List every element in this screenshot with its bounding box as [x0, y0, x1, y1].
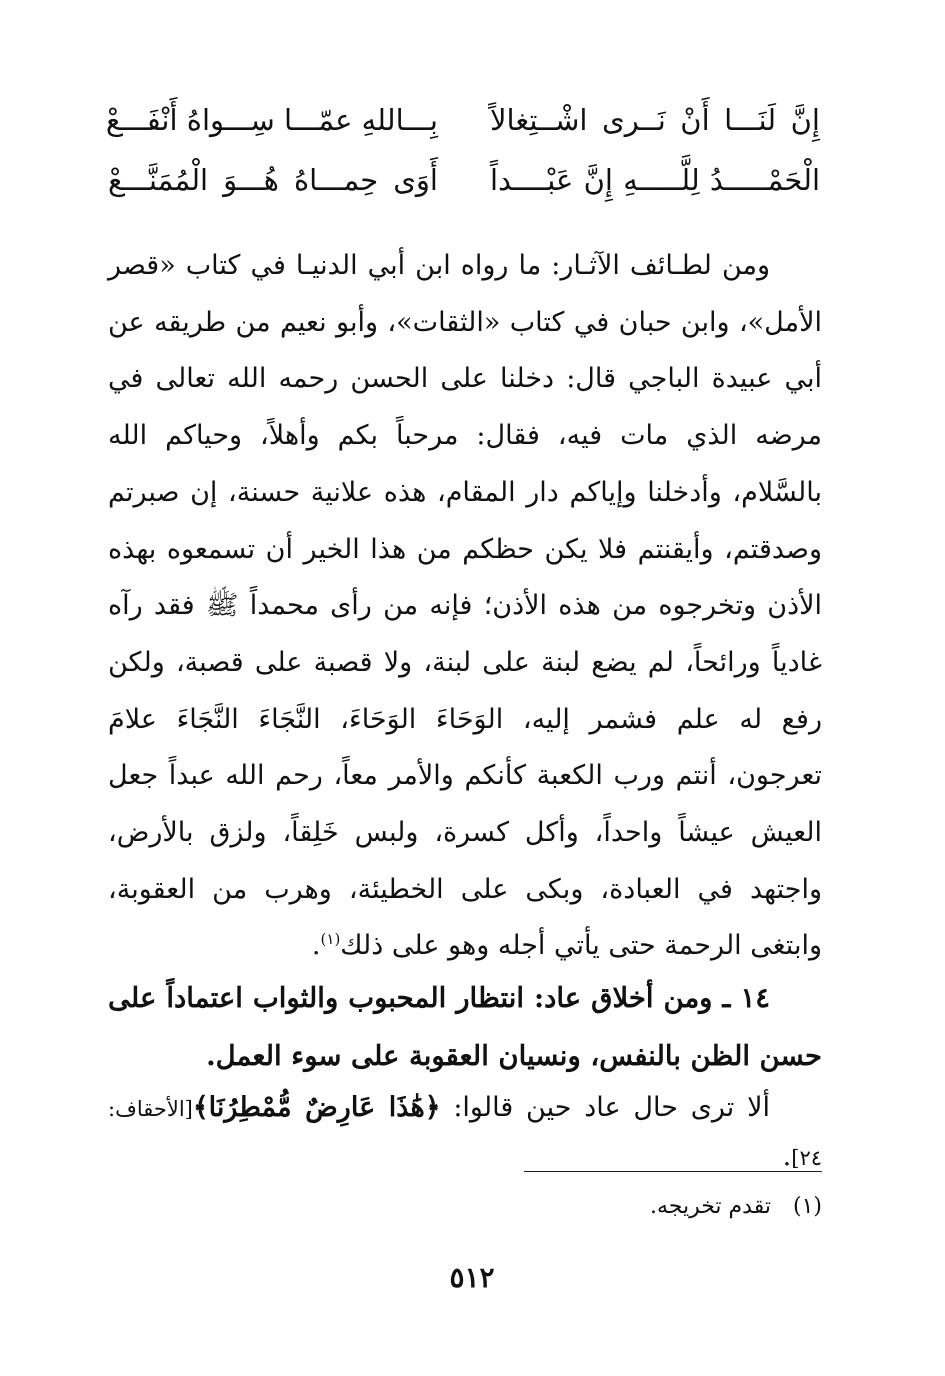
verse-1-first-hemistich: إِنَّ لَنَـــا أَنْ نَــرى اشْــتِغالاً: [490, 103, 820, 137]
main-paragraph-end: .: [311, 930, 321, 962]
verse-2-second-hemistich: أَوَى حِمـــاهُ هُـــوَ الْمُمَنَّـــعْ: [108, 163, 438, 197]
footnote-text: تقدم تخريجه.: [649, 1194, 771, 1219]
main-paragraph: [108, 238, 822, 975]
poem-verse-1: [105, 100, 820, 140]
poem-verse-2: [108, 160, 820, 200]
footnote-number: (١): [792, 1194, 822, 1219]
footnote-reference: (١): [320, 930, 341, 949]
main-paragraph-text: ومن لطـائف الآثـار: ما رواه ابن أبي الدنيـا في كتاب «قصر الأمل»، وابن حبان في كتاب «الثقات»، وأبو نعيم من طريقه عن أبي عبيدة الباجي قال: دخلنا على الحسن رحمه الله تعالى في مرضه الذي مات فيه، فقال: مرحباً بكم وأهلاً، وحياكم الله بالسَّلام، وأدخلنا وإياكم دار المقام، هذه علانية حسنة، إن صبرتم وصدقتم، وأيقنتم فلا يكن حظكم من هذا الخير أن تسمعوه بهذه الأذن وتخرجوه من هذه الأذن؛ فإنه من رأى محمداً ﷺ فقد رآه غادياً ورائحاً، لم يضع لبنة على لبنة، ولا قصبة على قصبة، ولكن رفع له علم فشمر إليه، الوَحَاءَ الوَحَاءَ، النَّجَاءَ النَّجَاءَ علامَ تعرجون، أنتم ورب الكعبة كأنكم والأمر معاً، رحم الله عبداً جعل العيش عيشاً واحداً، وأكل كسرة، ولبس خَلِقاً، ولزق بالأرض، واجتهد في العبادة، وبكى على الخطيئة، وهرب من العقوبة، وابتغى الرحمة حتى يأتي أجله وهو على ذلك: [108, 250, 822, 962]
verse-1-second-hemistich: بِـــاللهِ عمّـــا سِـــواهُ أَنْفَـــعْ: [105, 103, 438, 137]
footnote-separator: [524, 1171, 822, 1172]
quote-end: .: [782, 1141, 792, 1172]
page-number: ٥١٢: [449, 1261, 495, 1294]
ayah-reference: [الأحقاف: ٢٤]: [108, 1097, 822, 1170]
footnote-1: [400, 1190, 822, 1224]
section-heading: ١٤ ـ ومن أخلاق عاد: انتظار المحبوب والثواب اعتماداً على حسن الظن بالنفس، ونسيان العقوبة على سوء العمل.: [108, 982, 822, 1072]
quran-quote-paragraph: [108, 1084, 822, 1182]
quote-intro: ألا ترى حال عاد حين قالوا:: [440, 1092, 770, 1123]
verse-2-first-hemistich: الْحَمْـــــدُ لِلَّـــــهِ إِنَّ عَبْــــداً: [490, 163, 820, 197]
quran-verse: ﴿هَٰذَا عَارِضٌ مُّمْطِرُنَا﴾: [192, 1092, 441, 1123]
